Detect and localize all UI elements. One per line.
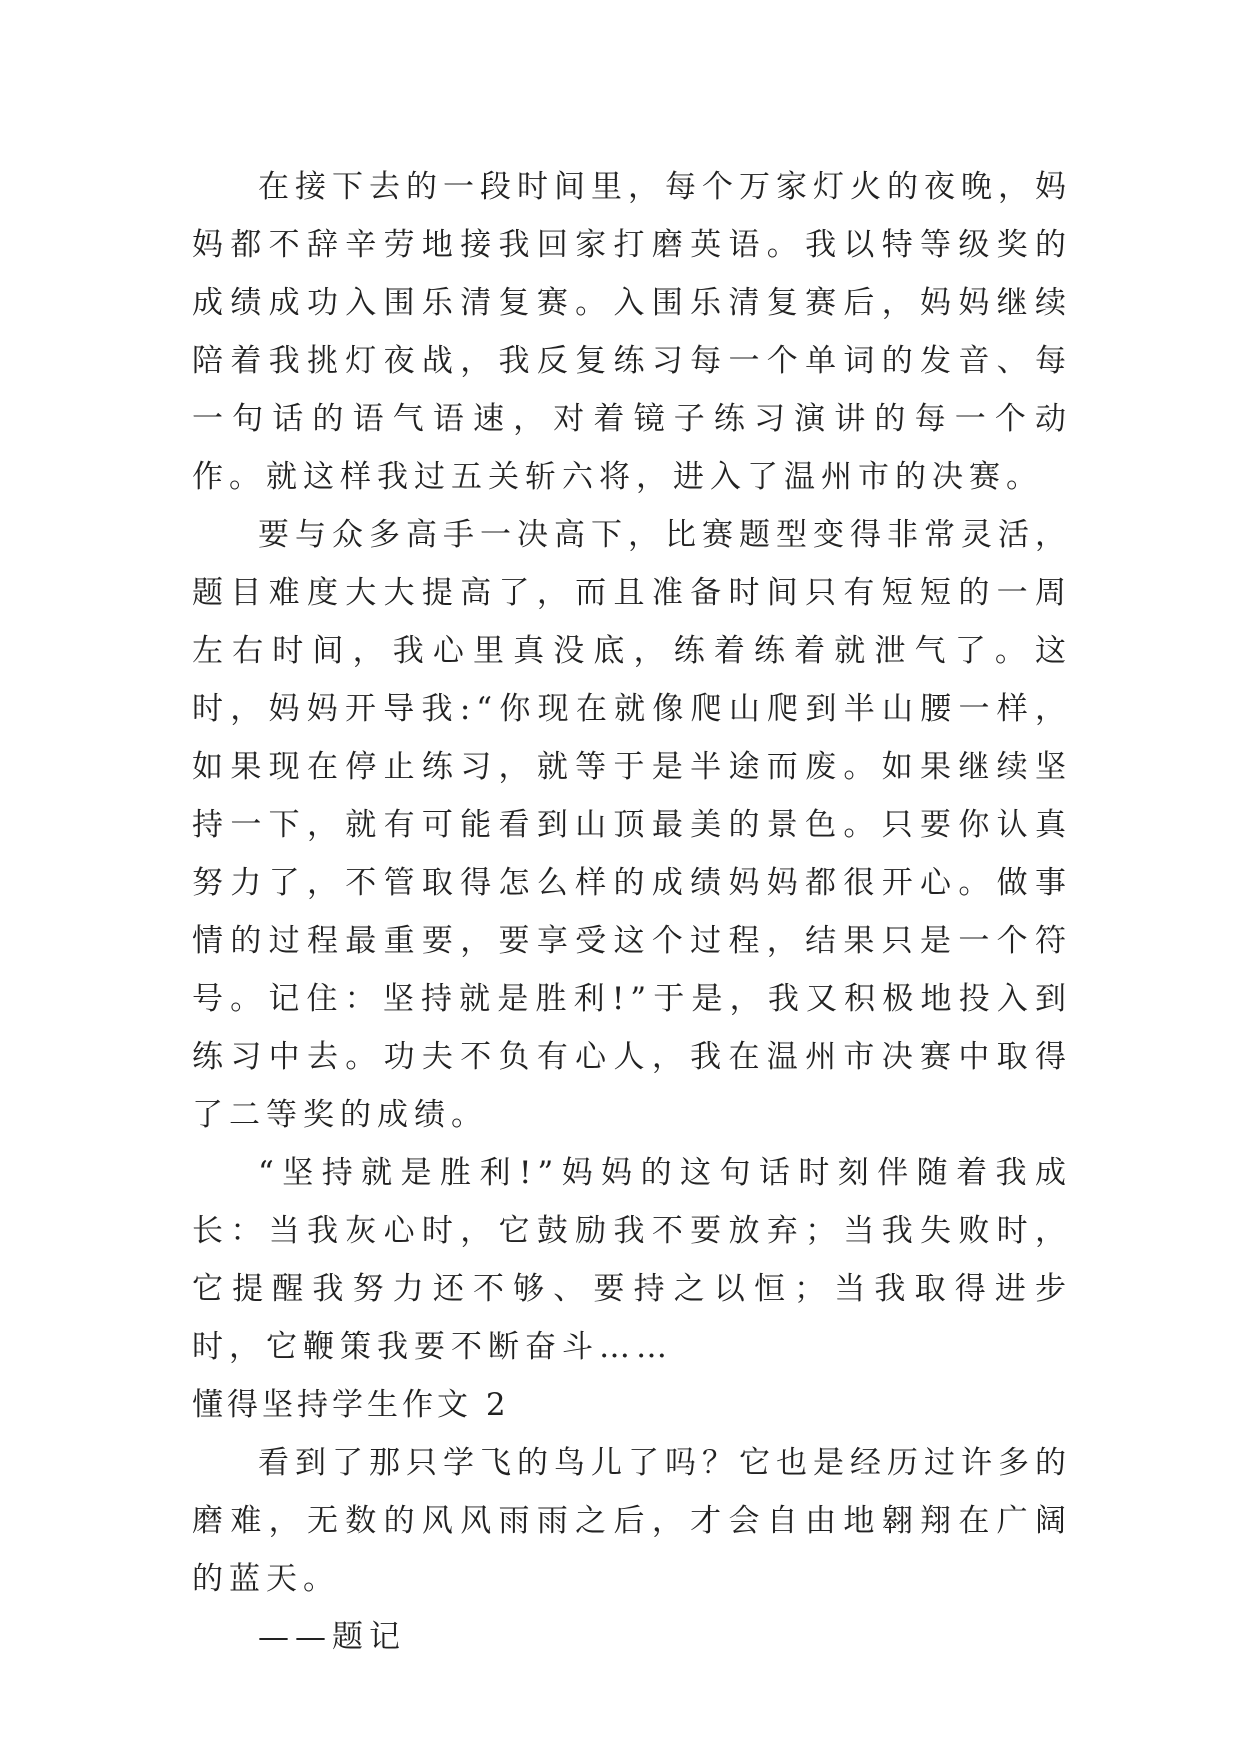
paragraph-2: 要与众多高手一决高下，比赛题型变得非常灵活，题目难度大大提高了，而且准备时间只有短短的一周左右时间，我心里真没底，练着练着就泄气了。这时，妈妈开导我:“你现在就像爬山爬到半山腰一样，如果现在停止练习，就等于是半途而废。如果继续坚持一下，就有可能看到山顶最美的景色。只要你认真努力了，不管取得怎么样的成绩妈妈都很开心。做事情的过程最重要，要享受这个过程，结果只是一个符号。记住：坚持就是胜利!”于是，我又积极地投入到练习中去。功夫不负有心人，我在温州市决赛中取得了二等奖的成绩。 [192,517,1072,1133]
paragraph-1: 在接下去的一段时间里，每个万家灯火的夜晚，妈妈都不辞辛劳地接我回家打磨英语。我以特等级奖的成绩成功入围乐清复赛。入围乐清复赛后，妈妈继续陪着我挑灯夜战，我反复练习每一个单词的发音、每一句话的语气语速，对着镜子练习演讲的每一个动作。就这样我过五关斩六将，进入了温州市的决赛。 [192,169,1072,495]
epigraph: ——题记 [258,1619,406,1655]
paragraph-3: “坚持就是胜利!”妈妈的这句话时刻伴随着我成长：当我灰心时，它鼓励我不要放弃；当我失败时，它提醒我努力还不够、要持之以恒；当我取得进步时，它鞭策我要不断奋斗…… [192,1155,1072,1365]
section-paragraph: 看到了那只学飞的鸟儿了吗？它也是经历过许多的磨难，无数的风风雨雨之后，才会自由地翱翔在广阔的蓝天。 [192,1445,1072,1597]
section-title: 懂得坚持学生作文 2 [192,1387,510,1423]
document-body [192,158,1072,1666]
